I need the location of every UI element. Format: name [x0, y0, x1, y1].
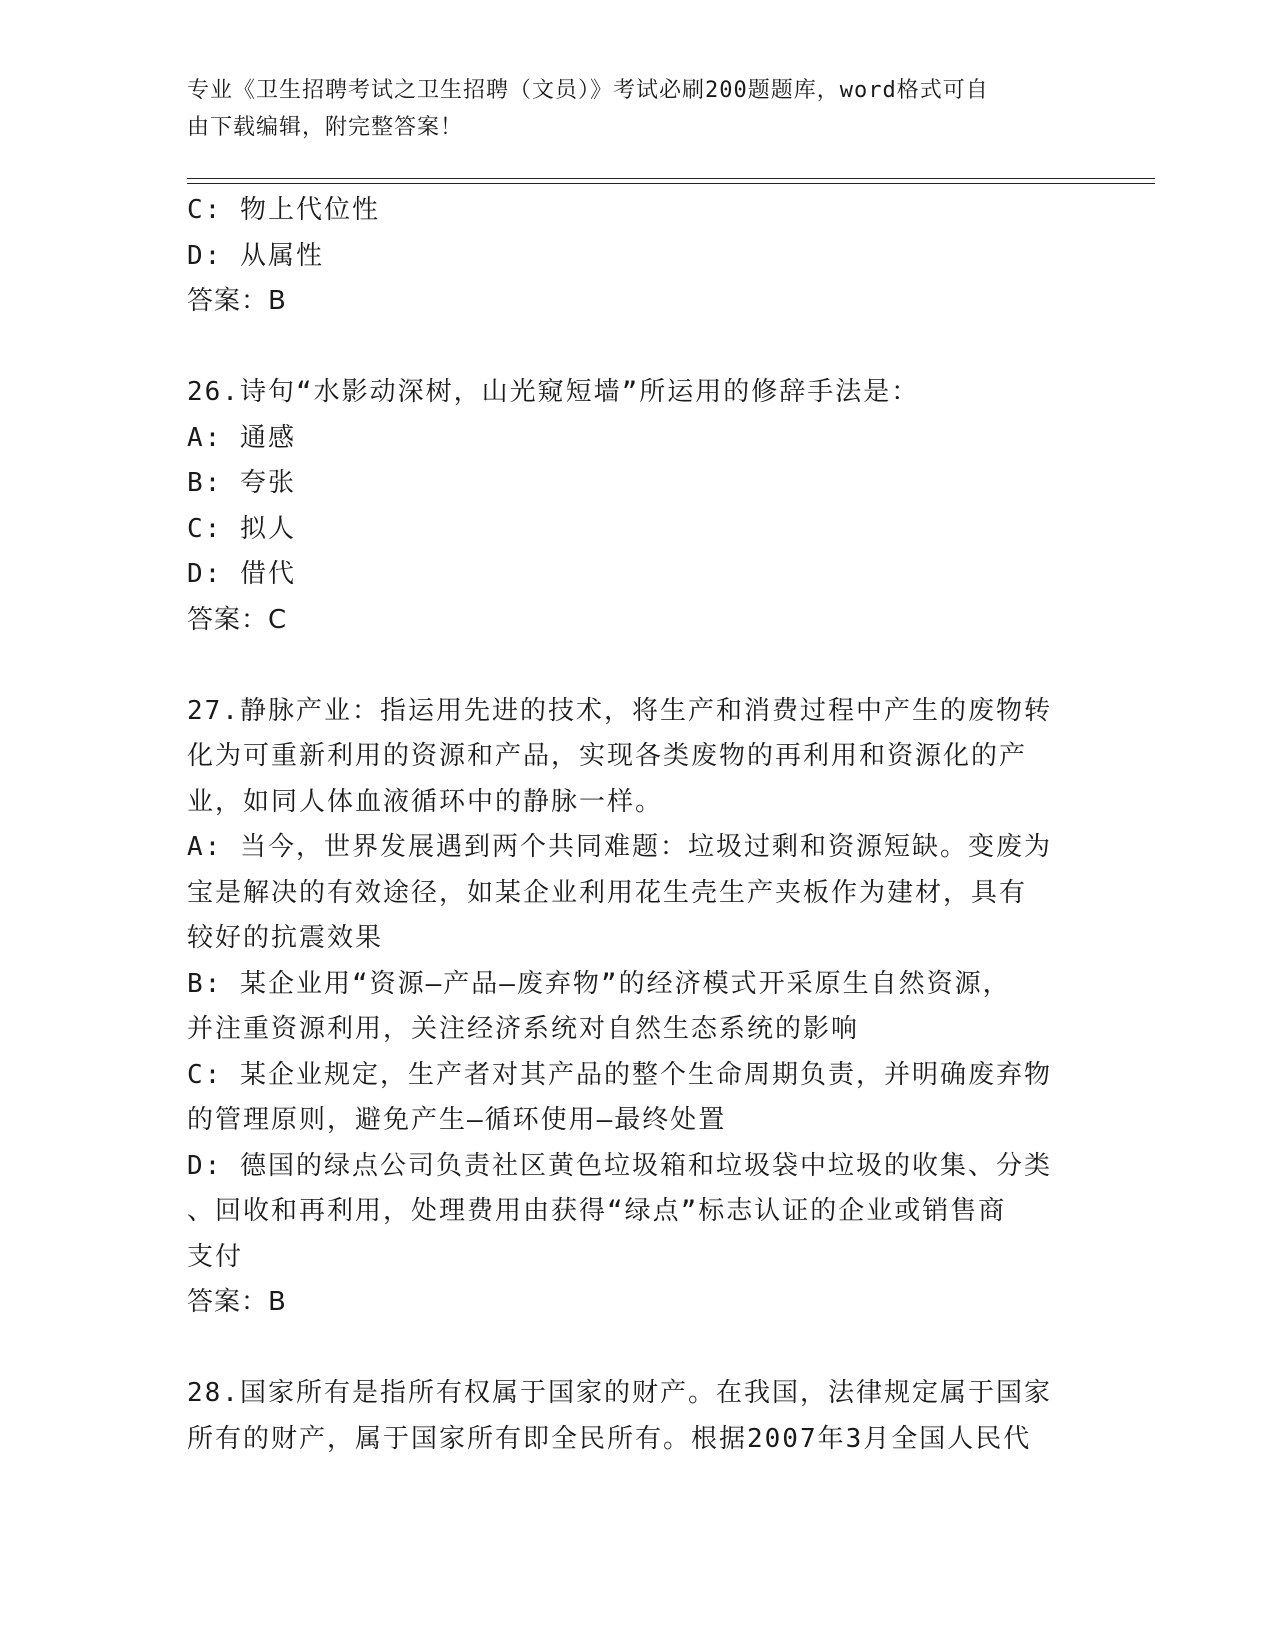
q27-stem-line-1: 27.静脉产业：指运用先进的技术，将生产和消费过程中产生的废物转	[187, 695, 1052, 726]
q28-stem-line-1: 28.国家所有是指所有权属于国家的财产。在我国，法律规定属于国家	[187, 1378, 1052, 1408]
q27-stem-line-3: 业，如同人体血液循环中的静脉一样。	[187, 786, 664, 817]
header-line-2: 由下载编辑，附完整答案！	[187, 115, 464, 140]
header-line-1: 专业《卫生招聘考试之卫生招聘（文员）》考试必刷200题题库，word格式可自	[187, 78, 989, 103]
q27-option-d-line-2: 、回收和再利用，处理费用由获得“绿点”标志认证的企业或销售商	[187, 1196, 1007, 1226]
q27-option-a-line-2: 宝是解决的有效途径，如某企业利用花生壳生产夹板作为建材，具有	[187, 877, 1028, 908]
q26-stem: 26.诗句“水影动深树，山光窥短墙”所运用的修辞手法是：	[187, 377, 920, 407]
q25-answer: 答案：B	[187, 286, 287, 316]
question-26	[187, 370, 1087, 643]
q27-option-d-line-3: 支付	[187, 1241, 244, 1272]
q25-option-d: D: 从属性	[187, 240, 324, 271]
document-body	[187, 188, 1087, 1462]
q27-option-c-line-1: C: 某企业规定，生产者对其产品的整个生命周期负责，并明确废弃物	[187, 1059, 1052, 1090]
spacer	[187, 325, 1087, 371]
q26-option-a: A: 通感	[187, 422, 296, 453]
q27-option-a-line-3: 较好的抗震效果	[187, 923, 384, 953]
q27-answer: 答案：B	[187, 1287, 287, 1317]
q27-stem-line-2: 化为可重新利用的资源和产品，实现各类废物的再利用和资源化的产	[187, 741, 1028, 771]
header-divider-bottom	[187, 183, 1155, 184]
page-header	[187, 72, 1067, 146]
q26-option-c: C: 拟人	[187, 513, 296, 544]
q28-stem-line-2: 所有的财产，属于国家所有即全民所有。根据2007年3月全国人民代	[187, 1423, 1032, 1454]
spacer	[187, 643, 1087, 689]
q27-option-d-line-1: D: 德国的绿点公司负责社区黄色垃圾箱和垃圾袋中垃圾的收集、分类	[187, 1150, 1052, 1181]
header-divider-top	[187, 178, 1155, 179]
q26-answer: 答案：C	[187, 604, 288, 635]
spacer	[187, 1326, 1087, 1372]
q27-option-a-line-1: A: 当今，世界发展遇到两个共同难题：垃圾过剩和资源短缺。变废为	[187, 832, 1052, 862]
q26-option-b: B: 夸张	[187, 468, 296, 498]
q26-option-d: D: 借代	[187, 559, 296, 589]
q25-option-c: C: 物上代位性	[187, 195, 380, 225]
q27-option-b-line-1: B: 某企业用“资源—产品—废弃物”的经济模式开采原生自然资源，	[187, 968, 1011, 999]
question-27	[187, 689, 1087, 1326]
question-28	[187, 1371, 1087, 1462]
q27-option-b-line-2: 并注重资源利用，关注经济系统对自然生态系统的影响	[187, 1014, 860, 1044]
question-25	[187, 188, 1087, 325]
q27-option-c-line-2: 的管理原则，避免产生—循环使用—最终处置	[187, 1105, 727, 1135]
